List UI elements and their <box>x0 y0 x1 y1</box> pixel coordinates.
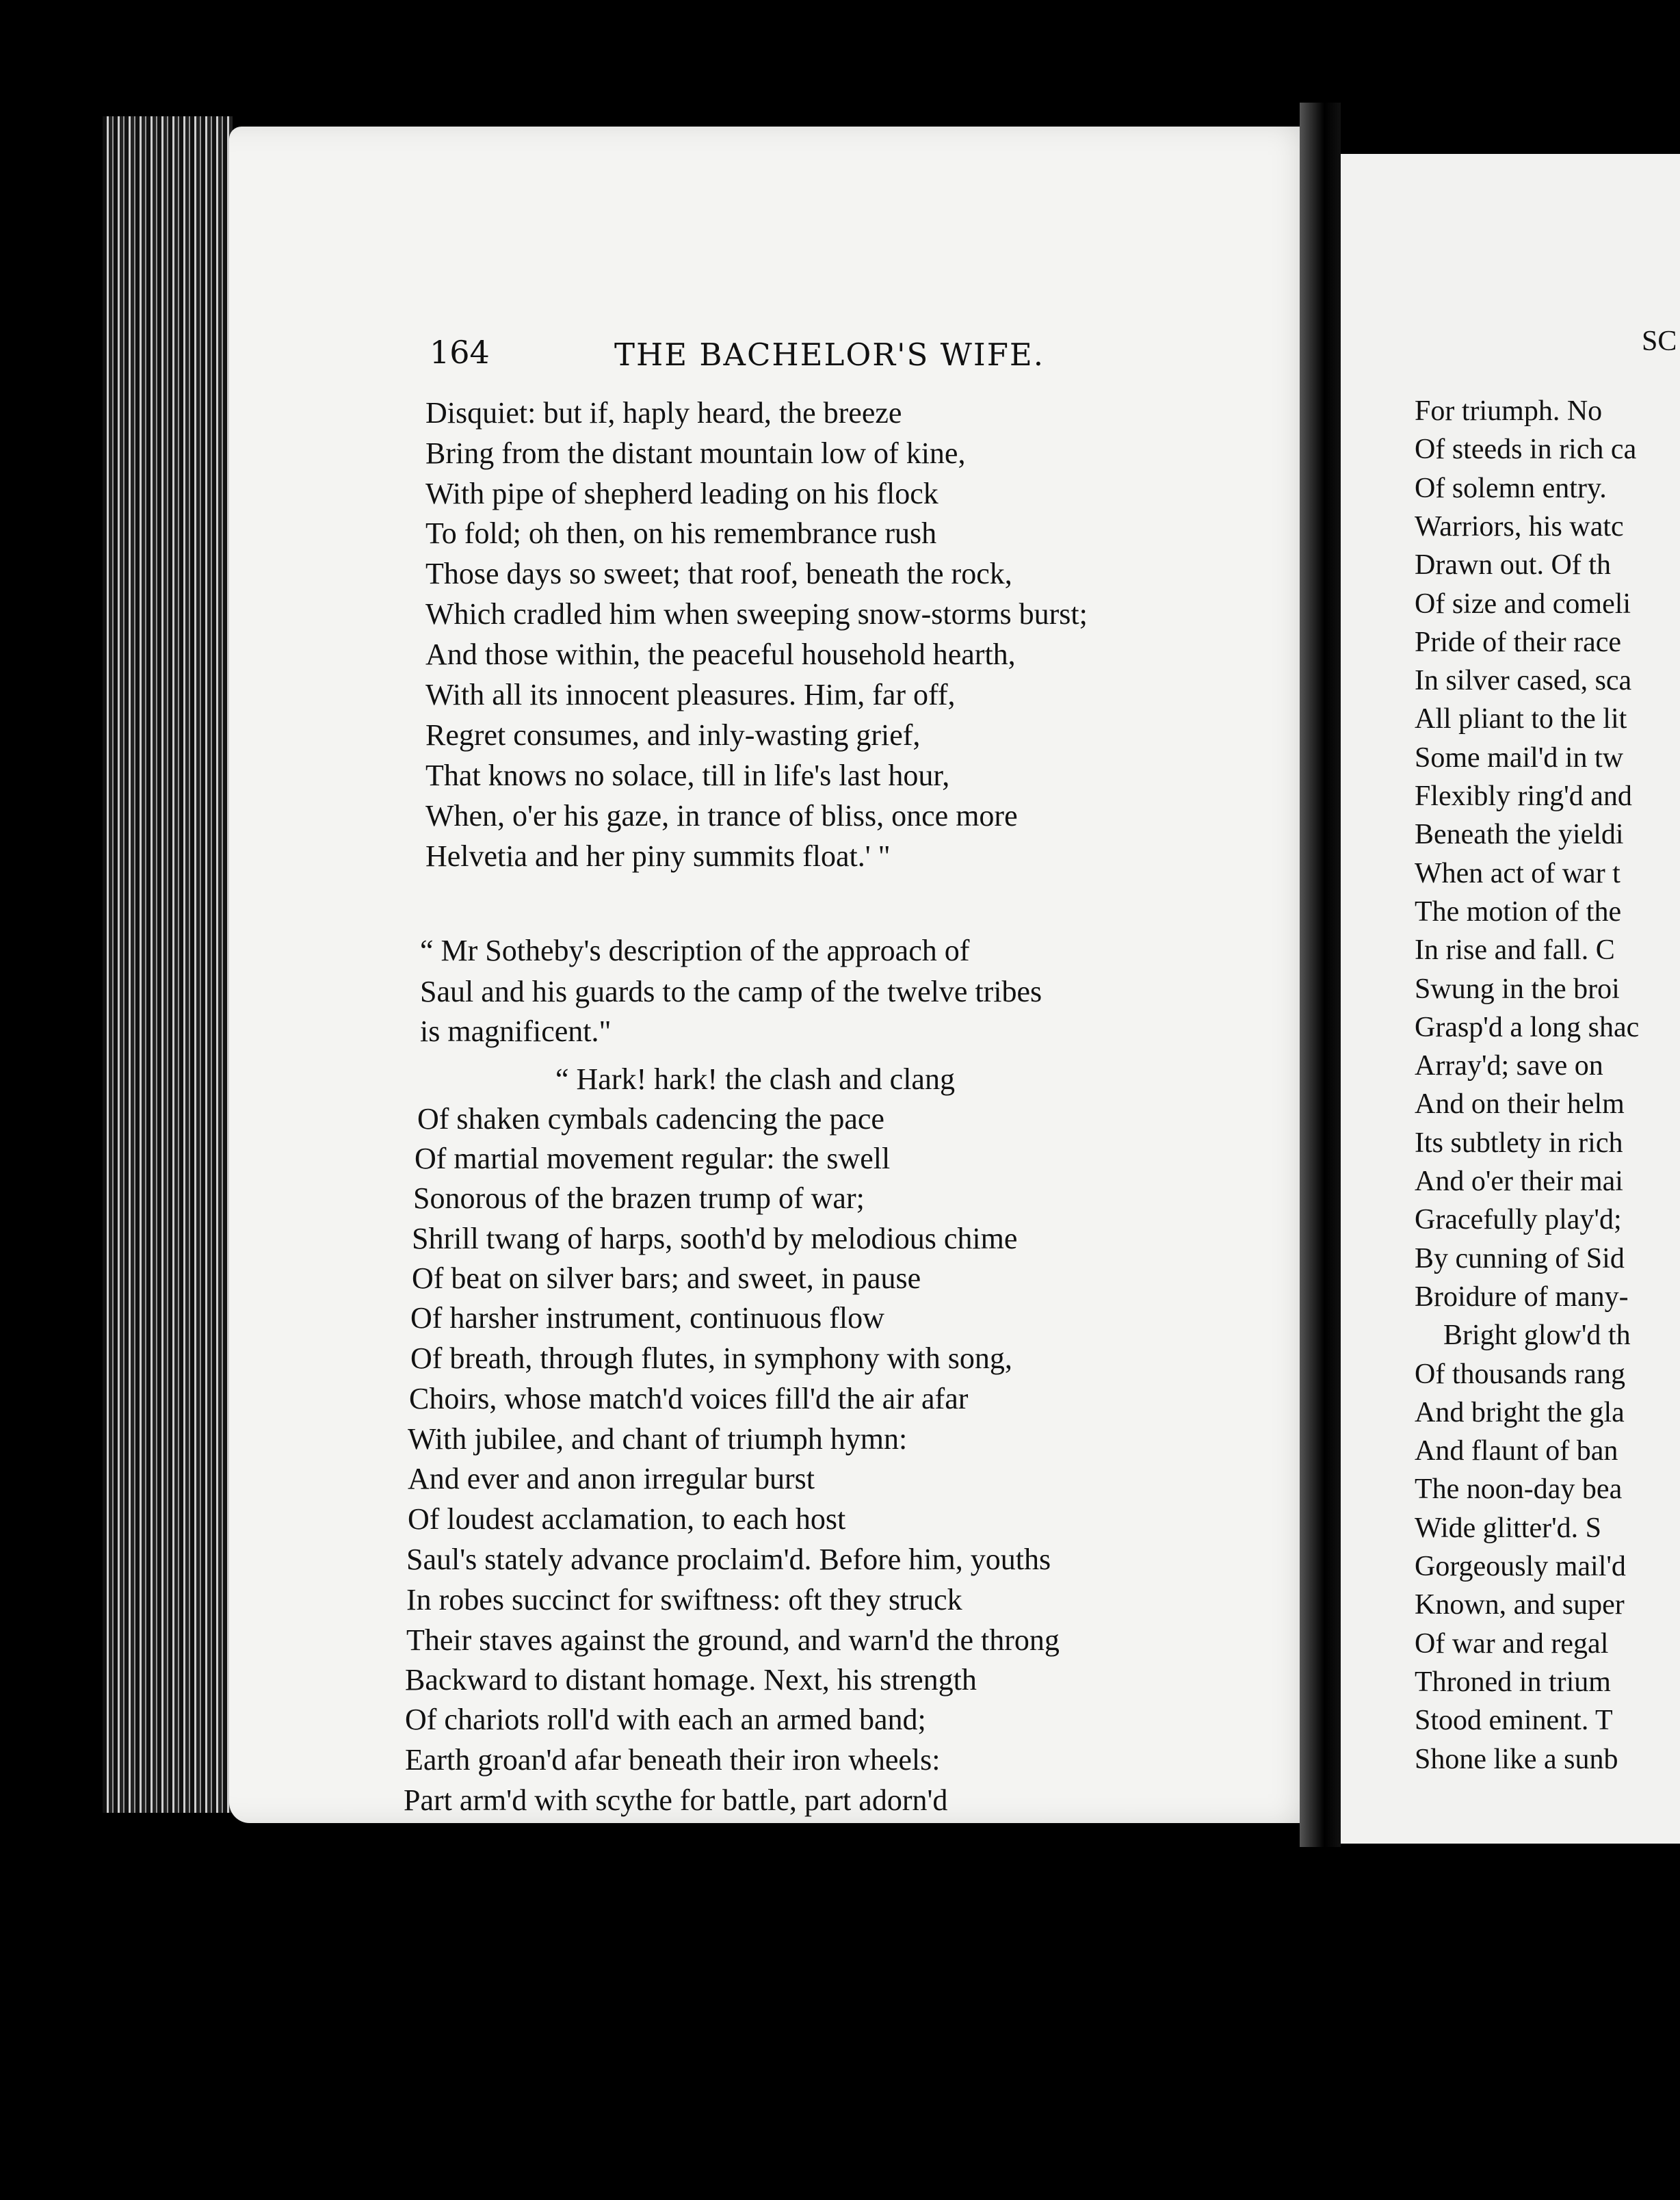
text-line: In silver cased, sca <box>1415 665 1632 696</box>
text-line: Wide glitter'd. S <box>1415 1512 1601 1544</box>
text-line: And those within, the peaceful household hearth, <box>425 638 1016 671</box>
text-line: Known, and super <box>1415 1589 1625 1621</box>
text-line: Broidure of many- <box>1415 1281 1629 1313</box>
page-number: 164 <box>430 334 490 371</box>
text-line: Stood eminent. T <box>1415 1705 1613 1736</box>
text-line: Saul and his guards to the camp of the twelve tribes <box>420 975 1042 1008</box>
text-line: Of size and comeli <box>1415 588 1631 620</box>
text-line: With all its innocent pleasures. Him, far off, <box>425 678 956 711</box>
page-edges <box>103 116 233 1813</box>
text-line: When act of war t <box>1415 858 1620 889</box>
text-line: Gracefully play'd; <box>1415 1204 1622 1235</box>
text-line: Of shaken cymbals cadencing the pace <box>417 1102 884 1136</box>
text-line: Of breath, through flutes, in symphony with song, <box>410 1341 1012 1375</box>
text-line: Those days so sweet; that roof, beneath the rock, <box>425 557 1012 590</box>
text-line: Of thousands rang <box>1415 1359 1625 1390</box>
text-line: Of chariots roll'd with each an armed band; <box>405 1703 926 1736</box>
text-line: Beneath the yieldi <box>1415 819 1624 850</box>
text-line: Part arm'd with scythe for battle, part adorn'd <box>404 1783 948 1817</box>
text-line: Of solemn entry. <box>1415 473 1607 504</box>
text-line: Shone like a sunb <box>1415 1744 1618 1775</box>
text-line: Earth groan'd afar beneath their iron wheels: <box>405 1743 941 1777</box>
text-line: And o'er their mai <box>1415 1166 1623 1197</box>
text-line: Backward to distant homage. Next, his strength <box>405 1663 977 1697</box>
text-line: For triumph. No <box>1415 395 1603 427</box>
text-line: All pliant to the lit <box>1415 703 1627 735</box>
text-line: Array'd; save on <box>1415 1050 1603 1082</box>
text-line: In robes succinct for swiftness: oft they struck <box>406 1583 962 1616</box>
text-line: Grasp'd a long shac <box>1415 1012 1640 1043</box>
text-line: Regret consumes, and inly-wasting grief, <box>425 718 921 752</box>
text-line: Warriors, his watc <box>1415 511 1624 542</box>
text-line: Which cradled him when sweeping snow-storms burst; <box>425 597 1088 631</box>
text-line: When, o'er his gaze, in trance of bliss, once more <box>425 799 1018 833</box>
text-line: Choirs, whose match'd voices fill'd the air afar <box>409 1382 969 1415</box>
text-line: “ Mr Sotheby's description of the approach of <box>420 934 970 967</box>
text-line: Bring from the distant mountain low of kine, <box>425 436 966 470</box>
text-line: With pipe of shepherd leading on his flock <box>425 477 939 510</box>
text-line: Saul's stately advance proclaim'd. Before him, youths <box>406 1543 1051 1576</box>
text-line: And ever and anon irregular burst <box>408 1462 815 1495</box>
text-line: And bright the gla <box>1415 1397 1625 1428</box>
text-line: That knows no solace, till in life's last hour, <box>425 759 950 792</box>
text-line: Swung in the broi <box>1415 973 1620 1005</box>
text-line: The noon-day bea <box>1415 1474 1623 1505</box>
text-line: Of martial movement regular: the swell <box>415 1142 891 1175</box>
book-gutter <box>1300 103 1341 1847</box>
text-line: And on their helm <box>1415 1088 1625 1120</box>
text-line: Disquiet: but if, haply heard, the breeze <box>425 396 902 430</box>
text-line: And flaunt of ban <box>1415 1435 1618 1467</box>
right-running-head: SC <box>1642 326 1677 357</box>
text-line: Of steeds in rich ca <box>1415 434 1637 465</box>
text-line: To fold; oh then, on his remembrance rush <box>425 516 937 550</box>
text-line: is magnificent." <box>420 1014 612 1048</box>
text-line: Shrill twang of harps, sooth'd by melodious chime <box>412 1222 1018 1255</box>
text-line: With jubilee, and chant of triumph hymn: <box>408 1422 908 1456</box>
text-line: Of beat on silver bars; and sweet, in pause <box>412 1261 921 1295</box>
text-line: Drawn out. Of th <box>1415 549 1611 581</box>
text-line: Its subtlety in rich <box>1415 1127 1623 1159</box>
text-line: Pride of their race <box>1415 627 1622 658</box>
text-line: “ Hark! hark! the clash and clang <box>555 1062 955 1096</box>
text-line: By cunning of Sid <box>1415 1243 1625 1274</box>
text-line: Gorgeously mail'd <box>1415 1551 1626 1582</box>
text-line: Of loudest acclamation, to each host <box>408 1502 846 1536</box>
text-line: In rise and fall. C <box>1415 934 1615 966</box>
text-line: Of harsher instrument, continuous flow <box>410 1301 884 1335</box>
text-line: Bright glow'd th <box>1443 1320 1631 1351</box>
text-line: Throned in trium <box>1415 1666 1611 1698</box>
text-line: Flexibly ring'd and <box>1415 781 1632 812</box>
right-page-text <box>1341 154 1680 1844</box>
text-line: Some mail'd in tw <box>1415 742 1624 774</box>
text-line: Their staves against the ground, and warn'd the throng <box>406 1623 1060 1657</box>
text-line: Sonorous of the brazen trump of war; <box>413 1181 865 1215</box>
text-line: Of war and regal <box>1415 1628 1609 1660</box>
running-head: THE BACHELOR'S WIFE. <box>614 337 1045 373</box>
text-line: Helvetia and her piny summits float.' " <box>425 839 891 873</box>
text-line: The motion of the <box>1415 896 1622 928</box>
